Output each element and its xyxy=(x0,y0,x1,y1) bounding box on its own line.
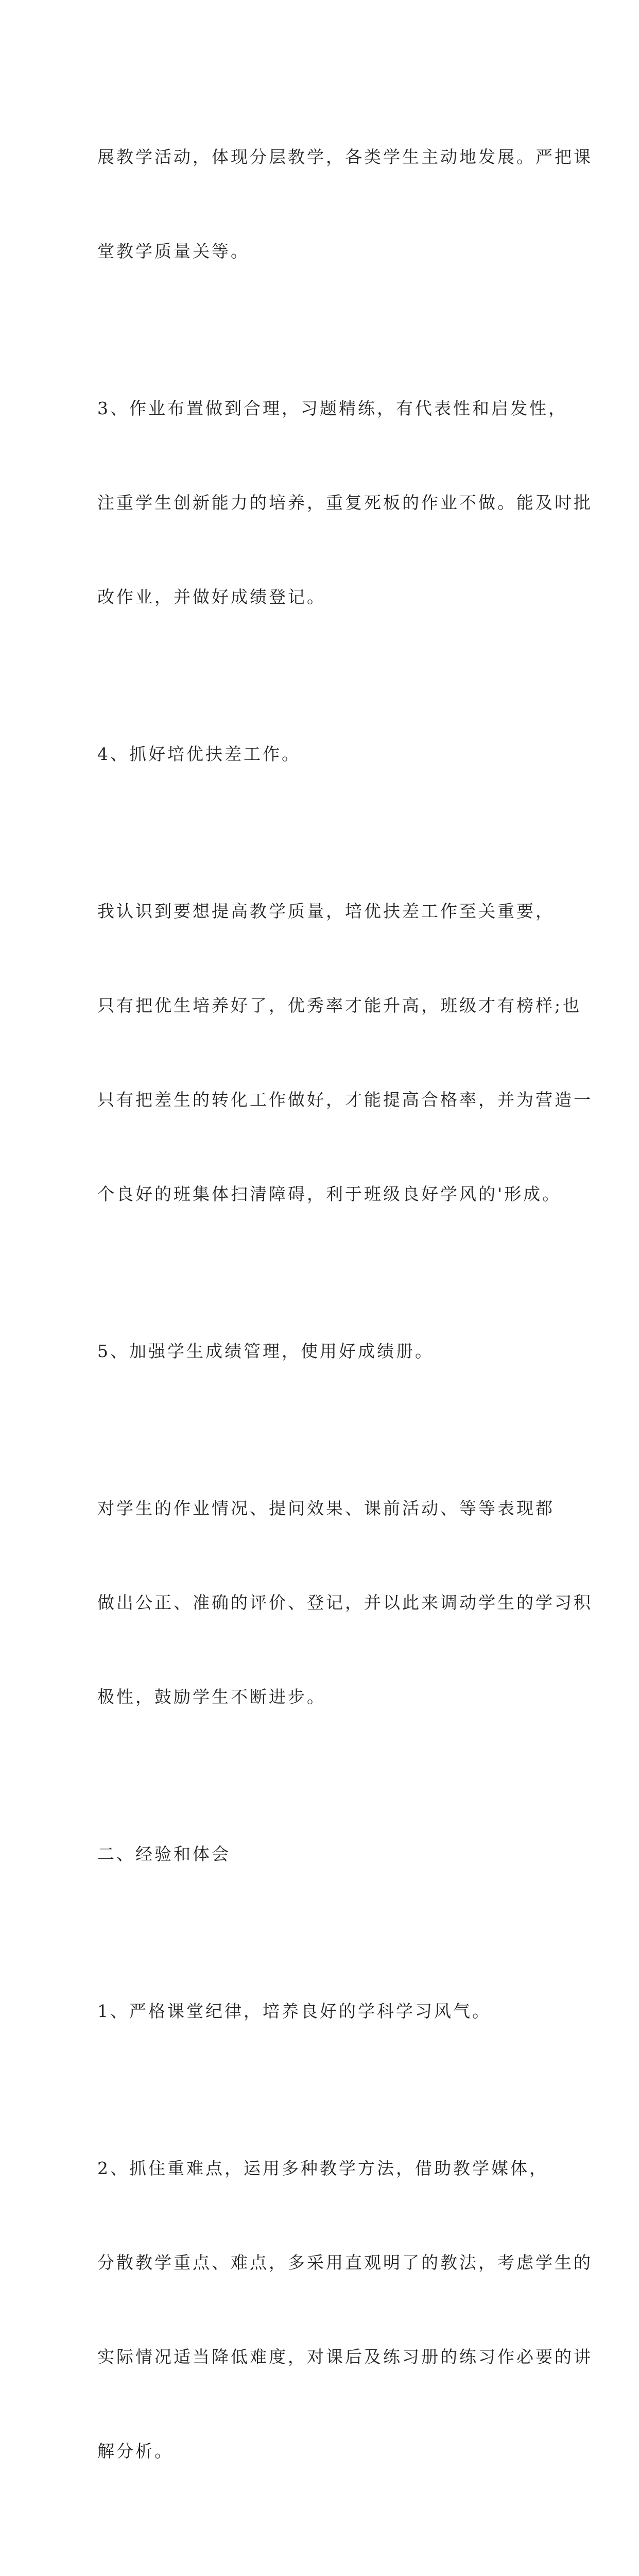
text-line: 个良好的班集体扫清障碍，利于班级良好学风的'形成。 xyxy=(97,1184,562,1204)
text-line: 2、抓住重难点，运用多种教学方法，借助教学媒体， xyxy=(97,2158,548,2178)
paragraph xyxy=(97,1273,550,1430)
text-line: 5、加强学生成绩管理，使用好成绩册。 xyxy=(97,1341,434,1361)
paragraph xyxy=(97,78,593,330)
paragraph xyxy=(97,1933,550,2090)
text-line: 只有把优生培养好了，优秀率才能升高，班级才有榜样;也 xyxy=(97,995,582,1015)
paragraph xyxy=(97,1430,593,1775)
text-line: 改作业，并做好成绩登记。 xyxy=(97,587,326,607)
text-line: 1、严格课堂纪律，培养良好的学科学习风气。 xyxy=(97,2001,491,2021)
paragraph xyxy=(97,2090,593,2530)
text-line: 分散教学重点、难点，多采用直观明了的教法，考虑学生的 xyxy=(97,2252,593,2273)
text-line: 展教学活动，体现分层教学，各类学生主动地发展。严把课 xyxy=(97,147,593,167)
section-heading xyxy=(97,1775,550,1933)
text-line: 3、作业布置做到合理，习题精练，有代表性和启发性， xyxy=(97,398,567,418)
paragraph xyxy=(97,675,550,833)
paragraph xyxy=(97,330,593,675)
text-line: 对学生的作业情况、提问效果、课前活动、等等表现都 xyxy=(97,1498,555,1518)
text-line: 堂教学质量关等。 xyxy=(97,241,250,261)
paragraph xyxy=(97,833,593,1273)
text-line: 只有把差生的转化工作做好，才能提高合格率，并为营造一 xyxy=(97,1090,593,1110)
text-line: 4、抓好培优扶差工作。 xyxy=(97,744,301,764)
document-body xyxy=(97,78,593,2576)
text-line: 极性，鼓励学生不断进步。 xyxy=(97,1687,326,1707)
paragraph xyxy=(97,2530,550,2576)
text-line: 我认识到要想提高教学质量，培优扶差工作至关重要， xyxy=(97,901,555,921)
text-line: 解分析。 xyxy=(97,2441,174,2461)
text-line: 做出公正、准确的评价、登记，并以此来调动学生的学习积 xyxy=(97,1592,593,1613)
text-line: 注重学生创新能力的培养，重复死板的作业不做。能及时批 xyxy=(97,493,593,513)
text-line: 实际情况适当降低难度，对课后及练习册的练习作必要的讲 xyxy=(97,2347,593,2367)
text-line: 二、经验和体会 xyxy=(97,1844,231,1864)
